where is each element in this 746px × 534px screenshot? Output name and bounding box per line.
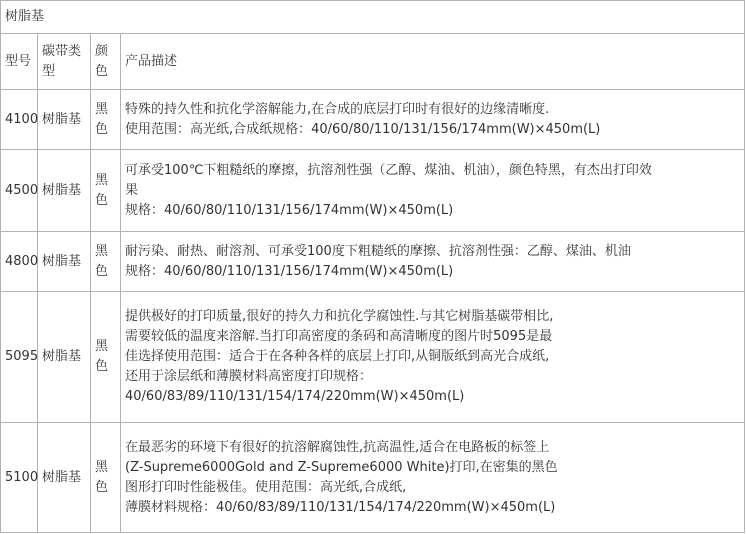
description-line: 规格：40/60/80/110/131/156/174mm(W)×450m(L)	[125, 263, 454, 279]
cell-type: 树脂基	[38, 232, 91, 292]
description-line: (Z-Supreme6000Gold and Z-Supreme6000 White)打印,在密集的黑色	[125, 459, 558, 475]
description-line: 规格：40/60/80/110/131/156/174mm(W)×450m(L)	[125, 202, 454, 218]
table-row	[1, 232, 745, 292]
description-line: 图形打印时性能极佳。使用范围：高光纸,合成纸,	[125, 479, 407, 495]
cell-type: 树脂基	[38, 292, 91, 423]
cell-model: 4100	[1, 90, 38, 150]
cell-type: 树脂基	[38, 90, 91, 150]
cell-model: 4800	[1, 232, 38, 292]
cell-type: 树脂基	[38, 150, 91, 232]
description-line: 提供极好的打印质量,很好的持久力和抗化学腐蚀性.与其它树脂基碳带相比,	[125, 309, 554, 324]
cell-color: 黑色	[91, 90, 121, 150]
table-row	[1, 292, 745, 423]
cell-description	[121, 292, 745, 423]
table-row	[1, 150, 745, 232]
header-color: 颜色	[91, 34, 121, 90]
description-line: 在最恶劣的环境下有很好的抗溶解腐蚀性,抗高温性,适合在电路板的标签上	[125, 439, 550, 455]
table-row	[1, 423, 745, 533]
cell-color: 黑色	[91, 292, 121, 423]
cell-description	[121, 150, 745, 232]
cell-model: 4500	[1, 150, 38, 232]
header-model: 型号	[1, 34, 38, 90]
table-title: 树脂基	[1, 1, 745, 34]
cell-description	[121, 232, 745, 292]
table-row	[1, 90, 745, 150]
description-line: 使用范围：高光纸,合成纸规格：40/60/80/110/131/156/174mm(W)×450m(L)	[125, 121, 601, 137]
cell-color: 黑色	[91, 423, 121, 533]
cell-description	[121, 90, 745, 150]
cell-color: 黑色	[91, 150, 121, 232]
description-line: 薄膜材料规格：40/60/83/89/110/131/154/174/220mm(W)×450m(L)	[125, 499, 556, 515]
cell-model: 5100	[1, 423, 38, 533]
description-line: 可承受100℃下粗糙纸的摩擦，抗溶剂性强（乙醇、煤油、机油），颜色特黑，有杰出打印效	[125, 162, 652, 178]
cell-type: 树脂基	[38, 423, 91, 533]
header-description: 产品描述	[121, 34, 745, 90]
header-type: 碳带类型	[38, 34, 91, 90]
description-line: 特殊的持久性和抗化学溶解能力,在合成的底层打印时有很好的边缘清晰度.	[125, 101, 550, 117]
description-line: 耐污染、耐热、耐溶剂、可承受100度下粗糙纸的摩擦、抗溶剂性强：乙醇、煤油、机油	[125, 243, 631, 259]
cell-description	[121, 423, 745, 533]
description-line: 40/60/83/89/110/131/154/174/220mm(W)×450m(L)	[125, 389, 465, 404]
description-line: 需要较低的温度来溶解.当打印高密度的条码和高清晰度的图片时5095是最	[125, 329, 553, 344]
description-line: 还用于涂层纸和薄膜材料高密度打印规格：	[125, 369, 373, 384]
description-line: 果	[125, 182, 139, 198]
table-header-row	[1, 34, 745, 90]
description-line: 佳选择使用范围：适合于在各种各样的底层上打印,从铜版纸到高光合成纸,	[125, 349, 550, 364]
table-title-row	[1, 1, 745, 34]
cell-color: 黑色	[91, 232, 121, 292]
cell-model: 5095	[1, 292, 38, 423]
